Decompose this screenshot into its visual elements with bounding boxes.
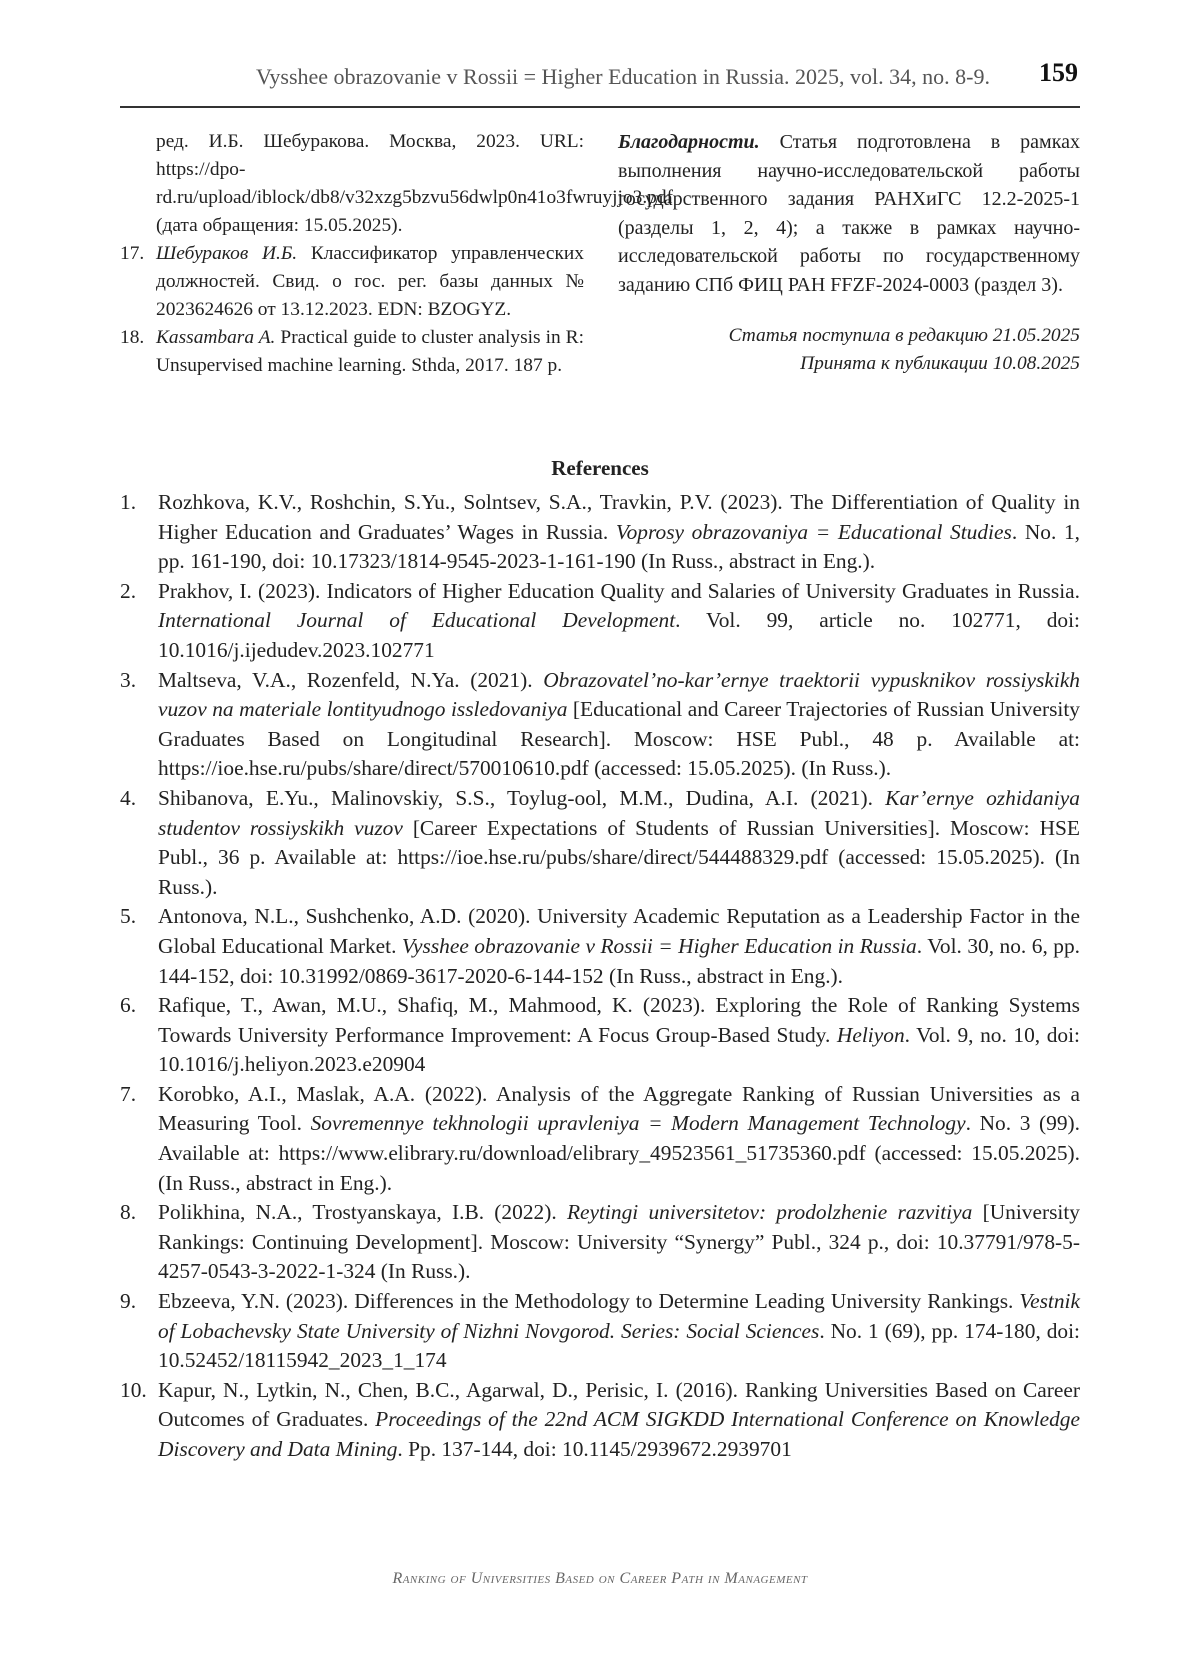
reference-number: 8. bbox=[120, 1200, 137, 1225]
acknowledgements-heading: Благодарности. bbox=[618, 131, 760, 153]
reference-part: Kapur, N., Lytkin, N., Chen, B.C., Agarwal, D., Perisic, I. (2016). Ranking Universities Based on Career Outcomes of Graduates. bbox=[158, 1377, 1080, 1432]
reference-source: Vestnik of Lobachevsky State University of Nizhni Novgorod. Series: Social Sciences bbox=[158, 1289, 1080, 1343]
reference-number: 10. bbox=[120, 1377, 147, 1402]
reference-part: Prakhov, I. (2023). Indicators of Higher Education Quality and Salaries of University Graduates in Russia. bbox=[158, 578, 1080, 603]
reference-author: Kassambara A. bbox=[156, 327, 276, 348]
reference-part: [University Rankings: Continuing Development]. Moscow: University “Synergy” Publ., 324 p., doi: 10.37791/978-5-4257-0543-3-2022-1-324 (In Russ.). bbox=[158, 1200, 1081, 1284]
reference-item bbox=[120, 488, 1080, 577]
reference-source: Heliyon bbox=[836, 1022, 905, 1047]
reference-text bbox=[158, 902, 1080, 991]
reference-part: Korobko, A.I., Maslak, A.A. (2022). Analysis of the Aggregate Ranking of Russian Universities as a Measuring Tool. bbox=[158, 1081, 1080, 1136]
acknowledgements bbox=[618, 128, 1080, 300]
reference-item bbox=[120, 784, 1080, 902]
reference-text bbox=[158, 1376, 1080, 1465]
reference-item bbox=[120, 1198, 1080, 1287]
reference-part: [Educational and Career Trajectories of Russian University Graduates Based on Longitudinal Research]. Moscow: HSE Publ., 48 p. Available at: https://ioe.hse.ru/pubs/share/direct/570010610.pdf (accessed: 15.05.2025). (In Russ.). bbox=[158, 697, 1080, 781]
references-list bbox=[120, 488, 1080, 1465]
reference-author: Шебураков И.Б. bbox=[156, 243, 298, 264]
reference-part: . Vol. 99, article no. 102771, doi: 10.1016/j.ijedudev.2023.102771 bbox=[158, 608, 1080, 662]
left-column bbox=[120, 128, 674, 380]
reference-part: Polikhina, N.A., Trostyanskaya, I.B. (2022). bbox=[158, 1200, 567, 1225]
reference-number: 5. bbox=[120, 904, 137, 929]
reference-text bbox=[158, 488, 1080, 577]
reference-part: Ebzeeva, Y.N. (2023). Differences in the Methodology to Determine Leading University Rankings. bbox=[158, 1289, 1020, 1314]
reference-part: . No. 1, pp. 161-190, doi: 10.17323/1814-9545-2023-1-161-190 (In Russ., abstract in Eng.). bbox=[158, 519, 1080, 574]
reference-number: 2. bbox=[120, 578, 137, 603]
accepted-date: Принята к публикации 10.08.2025 bbox=[800, 352, 1080, 374]
received-date: Статья поступила в редакцию 21.05.2025 bbox=[728, 324, 1080, 346]
reference-text bbox=[156, 240, 584, 324]
page-number: 159 bbox=[1039, 58, 1078, 87]
reference-item bbox=[120, 324, 584, 380]
reference-source: International Journal of Educational Development bbox=[158, 608, 676, 633]
reference-number: 9. bbox=[120, 1289, 137, 1314]
reference-part: Maltseva, V.A., Rozenfeld, N.Ya. (2021). bbox=[158, 667, 544, 692]
reference-text bbox=[158, 577, 1080, 666]
reference-item bbox=[120, 240, 584, 324]
reference-text bbox=[156, 324, 584, 380]
reference-text bbox=[158, 666, 1080, 784]
reference-source: Proceedings of the 22nd ACM SIGKDD International Conference on Knowledge Discovery and Data Mining bbox=[158, 1407, 1080, 1461]
acknowledgements-text: Статья подготовлена в рамках выполнения научно-исследовательской работы государственного задания РАНХиГС 12.2-2025-1 (разделы 1, 2, 4); а также в рамках научно-исследовательской работы по государственному заданию СПб ФИЦ РАН FFZF-2024-0003 (раздел 3). bbox=[618, 131, 1080, 296]
reference-source: Voprosy obrazovaniya = Educational Studies bbox=[615, 519, 1012, 544]
reference-part: . Pp. 137-144, doi: 10.1145/2939672.2939701 bbox=[397, 1437, 792, 1461]
reference-number: 6. bbox=[120, 993, 137, 1018]
reference-source: Vysshee obrazovanie v Rossii = Higher Education in Russia bbox=[401, 933, 917, 958]
journal-title: Vysshee obrazovanie v Rossii = Higher Education in Russia. 2025, vol. 34, no. 8-9. bbox=[255, 64, 990, 89]
reference-item bbox=[120, 666, 1080, 784]
reference-body: Классификатор управленческих должностей. Свид. о гос. рег. базы данных № 2023624626 от 13.12.2023. EDN: BZOGYZ. bbox=[156, 243, 584, 320]
reference-continuation: ред. И.Б. Шебуракова. Москва, 2023. URL: https://dpo-rd.ru/upload/iblock/db8/v32xzg5bzvu56dwlp0n41o3fwruyjjo3.pdf (дата обращения: 15.05.2025). bbox=[156, 131, 674, 236]
reference-part: Rozhkova, K.V., Roshchin, S.Yu., Solntsev, S.A., Travkin, P.V. (2023). The Differentiation of Quality in Higher Education and Graduates’ Wages in Russia. bbox=[158, 490, 1080, 544]
reference-source: Kar’ernye ozhidaniya studentov rossiyskikh vuzov bbox=[158, 785, 1080, 840]
reference-number: 1. bbox=[120, 490, 137, 514]
reference-source: Reytingi universitetov: prodolzhenie razvitiya bbox=[566, 1200, 973, 1225]
reference-part: [Career Expectations of Students of Russian Universities]. Moscow: HSE Publ., 36 p. Available at: https://ioe.hse.ru/pubs/share/direct/544488329.pdf (accessed: 15.05.2025). (In Russ.). bbox=[158, 815, 1080, 899]
reference-part: Antonova, N.L., Sushchenko, A.D. (2020). University Academic Reputation as a Leadership Factor in the Global Educational Market. bbox=[158, 904, 1080, 958]
reference-item bbox=[120, 902, 1080, 991]
reference-part: . No. 3 (99). Available at: https://www.elibrary.ru/download/elibrary_49523561_51735360.pdf (accessed: 15.05.2025). (In Russ., abstract in Eng.). bbox=[158, 1111, 1081, 1195]
reference-item bbox=[120, 991, 1080, 1080]
references-heading: References bbox=[551, 456, 649, 480]
reference-text bbox=[158, 1080, 1080, 1198]
reference-item bbox=[120, 1376, 1080, 1465]
reference-number: 17. bbox=[120, 243, 145, 264]
reference-item bbox=[120, 577, 1080, 666]
reference-body: Practical guide to cluster analysis in R: Unsupervised machine learning. Sthda, 2017. 187 p. bbox=[156, 327, 584, 376]
reference-item bbox=[120, 1287, 1080, 1376]
reference-number: 3. bbox=[120, 667, 137, 692]
reference-part: . Vol. 30, no. 6, pp. 144-152, doi: 10.31992/0869-3617-2020-6-144-152 (In Russ., abstract in Eng.). bbox=[158, 933, 1080, 988]
running-footer: Ranking of Universities Based on Career Path in Management bbox=[392, 1570, 808, 1587]
reference-text bbox=[158, 1287, 1080, 1376]
reference-number: 7. bbox=[120, 1081, 137, 1106]
reference-source: Sovremennye tekhnologii upravleniya = Modern Management Technology bbox=[310, 1111, 966, 1136]
reference-part: . Vol. 9, no. 10, doi: 10.1016/j.heliyon.2023.e20904 bbox=[158, 1022, 1080, 1077]
reference-text bbox=[158, 784, 1080, 902]
reference-source: Obrazovatel’no-kar’ernye traektorii vypusknikov rossiyskikh vuzov na materiale lontityudnogo issledovaniya bbox=[158, 667, 1081, 722]
reference-text bbox=[158, 1198, 1080, 1287]
right-column bbox=[618, 128, 1080, 378]
article-dates bbox=[618, 322, 1080, 378]
reference-part: Rafique, T., Awan, M.U., Shafiq, M., Mahmood, K. (2023). Exploring the Role of Ranking Systems Towards University Performance Improvement: A Focus Group-Based Study. bbox=[158, 993, 1080, 1047]
reference-part: Shibanova, E.Yu., Malinovskiy, S.S., Toylug-ool, M.M., Dudina, A.I. (2021). bbox=[158, 785, 886, 810]
reference-text bbox=[158, 991, 1080, 1080]
reference-item bbox=[120, 1080, 1080, 1198]
page-header bbox=[120, 56, 1080, 108]
reference-part: . No. 1 (69), pp. 174-180, doi: 10.52452/18115942_2023_1_174 bbox=[158, 1318, 1080, 1373]
reference-number: 4. bbox=[120, 785, 137, 810]
reference-number: 18. bbox=[120, 327, 145, 348]
